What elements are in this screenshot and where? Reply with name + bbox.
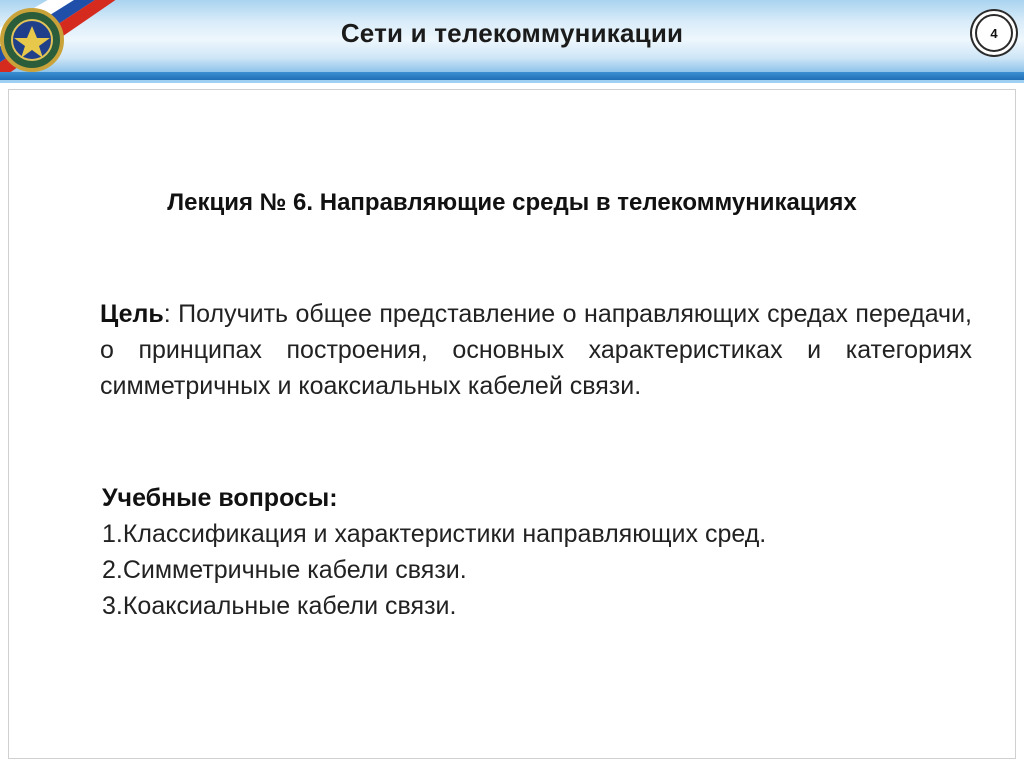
goal-paragraph [100,296,972,404]
header-bar [0,0,1024,72]
lecture-title: Лекция № 6. Направляющие среды в телекоммуникациях [167,189,857,216]
header-title: Сети и телекоммуникации [340,18,684,48]
goal-label: Цель [100,300,164,328]
question-item: 2.Симметричные кабели связи. [102,556,467,584]
header-divider-highlight [0,80,1024,83]
header-divider [0,72,1024,80]
questions-block [102,480,982,624]
question-item: 3.Коаксиальные кабели связи. [102,592,457,620]
page-number-badge: 4 [975,14,1013,52]
questions-heading: Учебные вопросы: [102,484,338,512]
goal-text: : Получить общее представление о направляющих средах передачи, о принципах построения, основных характеристиках и категориях симметричных и коаксиальных кабелей связи. [100,300,972,400]
question-item: 1.Классификация и характеристики направляющих сред. [102,520,767,548]
